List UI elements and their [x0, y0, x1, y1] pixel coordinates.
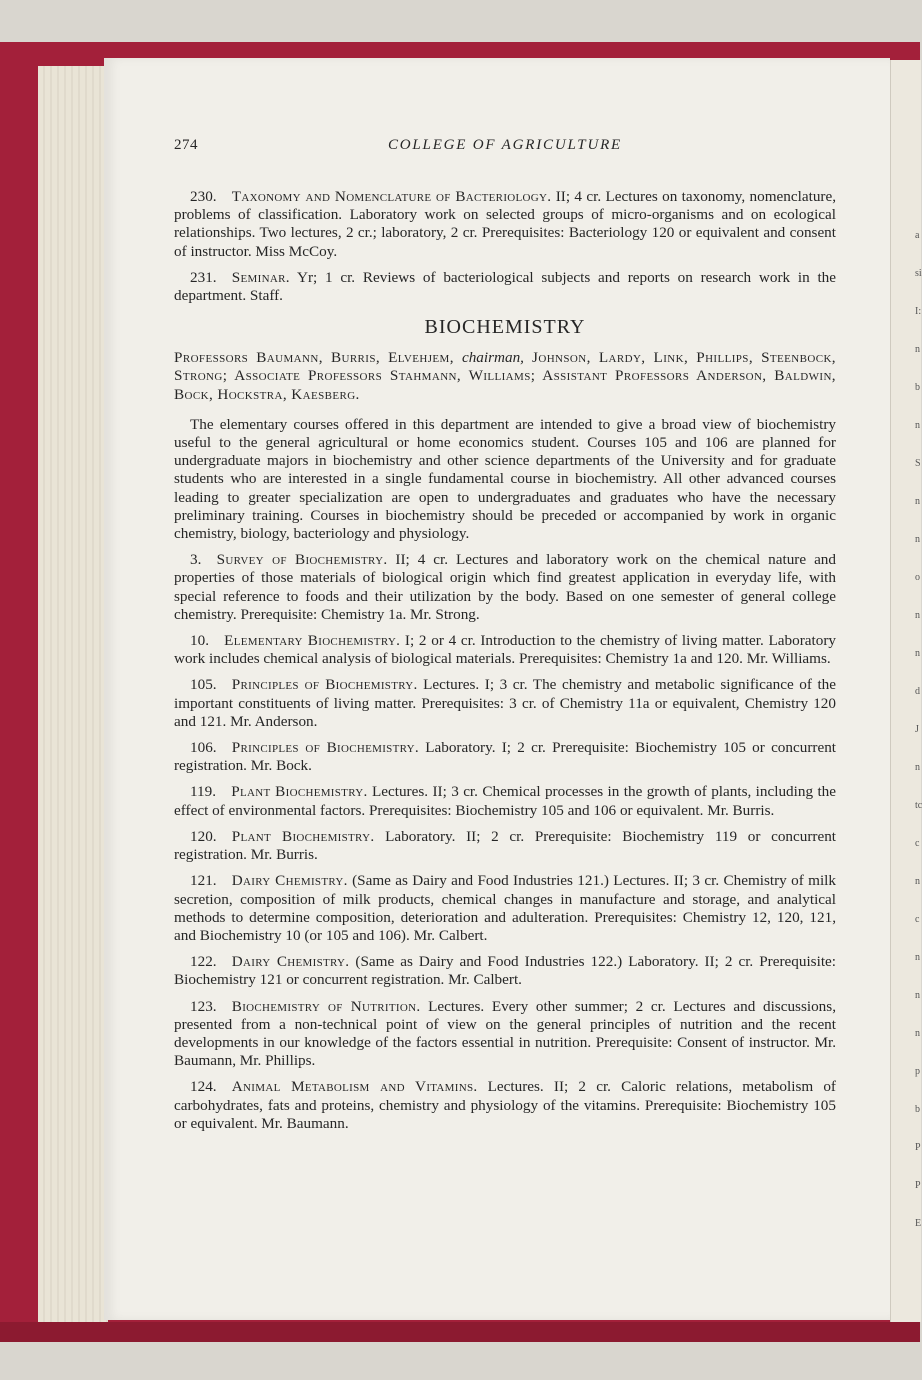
facing-page-fragment: si: [915, 268, 922, 279]
course-title: Dairy Chemistry.: [231, 872, 348, 890]
running-head-title: COLLEGE OF AGRICULTURE: [387, 137, 623, 153]
facing-page-fragment: n: [915, 952, 920, 963]
facing-page-fragment: n: [915, 762, 920, 773]
biochemistry-courses: [174, 551, 836, 1133]
facing-page-fragment: n: [915, 496, 920, 507]
facing-page-fragment: tc: [915, 800, 922, 811]
course-entry: [174, 1078, 836, 1133]
course-number: 122.: [190, 953, 217, 971]
course-number: 119.: [190, 783, 217, 801]
bacteriology-courses: [174, 188, 836, 305]
facing-page-fragment: c: [915, 914, 920, 925]
page-edges: [38, 66, 108, 1322]
course-title: Elementary Biochemistry.: [224, 632, 401, 650]
course-title: Survey of Biochemistry.: [216, 551, 388, 569]
course-entry: [174, 872, 836, 945]
course-description: (Same as Dairy and Food Industries 122.) Laboratory. II; 2 cr. Prerequisite: Biochemistry 121 or concurrent registration. Mr. Calbert.: [174, 953, 836, 989]
course-title: Biochemistry of Nutrition.: [231, 997, 421, 1015]
facing-page-fragment: n: [915, 344, 920, 355]
faculty-list: [174, 349, 836, 404]
course-number: 121.: [190, 872, 217, 890]
course-entry: [174, 632, 836, 668]
course-number: 124.: [190, 1078, 217, 1096]
course-description: Yr; 1 cr. Reviews of bacteriological subjects and reports on research work in the department. Staff.: [174, 268, 837, 305]
facing-page-fragment: c: [915, 838, 920, 849]
faculty-chairman-label: chairman,: [461, 349, 524, 367]
course-entry: [174, 188, 836, 261]
course-number: 10.: [190, 632, 209, 650]
course-number: 231.: [190, 268, 217, 286]
facing-page-fragment: n: [915, 420, 920, 431]
course-title: Plant Biochemistry.: [231, 827, 375, 845]
course-number: 230.: [190, 188, 217, 205]
course-description: Laboratory. I; 2 cr. Prerequisite: Biochemistry 105 or concurrent registration. Mr. Bock.: [174, 739, 837, 775]
course-title: Seminar.: [231, 268, 290, 286]
course-number: 106.: [190, 739, 217, 757]
course-number: 123.: [190, 997, 217, 1015]
course-title: Taxonomy and Nomenclature of Bacteriology.: [231, 188, 552, 205]
facing-page-fragment: P: [915, 1142, 921, 1153]
course-description: Laboratory. II; 2 cr. Prerequisite: Biochemistry 119 or concurrent registration. Mr. Burris.: [174, 827, 837, 864]
course-description: I; 2 or 4 cr. Introduction to the chemistry of living matter. Laboratory work includes chemical analysis of biological materials. Prerequisites: Chemistry 1a and 120. Mr. Williams.: [174, 632, 836, 668]
course-description: (Same as Dairy and Food Industries 121.) Lectures. II; 3 cr. Chemistry of milk secretion, composition of milk products, chemical changes in manufacture and storage, and analytical methods to determine composition, deterioration and adulteration. Prerequisites: Chemistry 12, 120, 121, and Biochemistry 10 (or 105 and 106). Mr. Calbert.: [174, 872, 836, 944]
facing-page-fragment: n: [915, 534, 920, 545]
section-intro: The elementary courses offered in this department are intended to give a broad view of biochemistry useful to the general agricultural or home economics student. Courses 105 and 106 are planned for undergraduate majors in biochemistry and other science departments of the University and for graduate students who are interested in a single fundamental course in biochemistry. All other advanced courses leading to greater specialization are open to undergraduates and graduates who have the necessary preliminary training. Courses in biochemistry should be preceded or accompanied by work in organic chemistry, biology, bacteriology and physiology.: [174, 415, 836, 543]
facing-page-fragment: p: [915, 1066, 920, 1077]
course-entry: [174, 828, 836, 864]
course-description: II; 4 cr. Lectures and laboratory work on the chemical nature and properties of those materials of biological origin which find greatest application in everyday life, with special reference to foods and their utilization by the body. Based on one semester of general college chemistry. Prerequisite: Chemistry 1a. Mr. Strong.: [174, 551, 836, 623]
course-description: Lectures. II; 2 cr. Caloric relations, metabolism of carbohydrates, fats and proteins, chemistry and physiology of the vitamins. Prerequisite: Biochemistry 105 or equivalent. Mr. Baumann.: [174, 1078, 836, 1132]
running-head: [174, 136, 836, 156]
course-entry: [174, 783, 836, 819]
course-entry: [174, 269, 836, 305]
faculty-list-part-1: Professors Baumann, Burris, Elvehjem,: [174, 349, 454, 367]
course-entry: [174, 676, 836, 731]
course-description: Lectures. Every other summer; 2 cr. Lectures and discussions, presented from a non-technical point of view on the general principles of nutrition and the recent developments in our knowledge of the factors essential in nutrition. Prerequisite: Consent of instructor. Mr. Baumann, Mr. Phillips.: [174, 997, 836, 1070]
course-description: Lectures. II; 3 cr. Chemical processes in the growth of plants, including the effect of environmental factors. Prerequisites: Biochemistry 105 and 106 or equivalent. Mr. Burris.: [174, 783, 836, 819]
facing-page-fragment: I:: [915, 306, 922, 317]
course-number: 105.: [190, 676, 217, 694]
faculty-list-part-2: Johnson, Lardy, Link, Phillips, Steenbock, Strong; Associate Professors Stahmann, Williams; Assistant Professors Anderson, Baldwin, Bock, Hockstra, Kaesberg.: [174, 349, 836, 403]
facing-page-fragment: b: [915, 382, 920, 393]
facing-page-fragment: n: [915, 1028, 920, 1039]
facing-page-edge: [890, 60, 921, 1322]
course-title: Principles of Biochemistry.: [231, 676, 418, 694]
course-title: Dairy Chemistry.: [231, 953, 350, 971]
course-title: Animal Metabolism and Vitamins.: [231, 1078, 478, 1096]
facing-page-fragment: J: [915, 724, 919, 735]
facing-page-fragment: b: [915, 1104, 920, 1115]
course-title: Plant Biochemistry.: [231, 783, 368, 801]
facing-page-fragment: E: [915, 1218, 922, 1229]
facing-page-fragment: o: [915, 572, 920, 583]
facing-page-fragment: n: [915, 610, 920, 621]
course-description: II; 4 cr. Lectures on taxonomy, nomenclature, problems of classification. Laboratory work on selected groups of micro-organisms and on ecological relationships. Two lectures, 2 cr.; laboratory, 2 cr. Prerequisites: Bacteriology 120 or equivalent and consent of instructor. Miss McCoy.: [174, 188, 837, 260]
section-heading: BIOCHEMISTRY: [424, 316, 586, 339]
course-entry: [174, 998, 836, 1071]
course-entry: [174, 739, 836, 775]
course-entry: [174, 551, 836, 624]
course-entry: [174, 953, 836, 989]
page-content: [174, 136, 836, 1141]
facing-page-fragment: n: [915, 648, 920, 659]
course-title: Principles of Biochemistry.: [231, 739, 419, 757]
facing-page-fragment: P: [915, 1180, 921, 1191]
facing-page-fragment: S: [915, 458, 921, 469]
book-cover-edge: [0, 1322, 920, 1342]
page-number: 274: [174, 137, 198, 153]
facing-page-fragment: d: [915, 686, 920, 697]
facing-page-fragment: a: [915, 230, 920, 241]
facing-page-fragment: n: [915, 990, 920, 1001]
course-number: 3.: [190, 551, 202, 569]
course-number: 120.: [190, 827, 217, 845]
facing-page-fragment: n: [915, 876, 920, 887]
course-description: Lectures. I; 3 cr. The chemistry and metabolic significance of the important constituents of living matter. Prerequisites: 3 cr. of Chemistry 11a or equivalent, Chemistry 120 and 121. Mr. Anderson.: [174, 676, 837, 730]
